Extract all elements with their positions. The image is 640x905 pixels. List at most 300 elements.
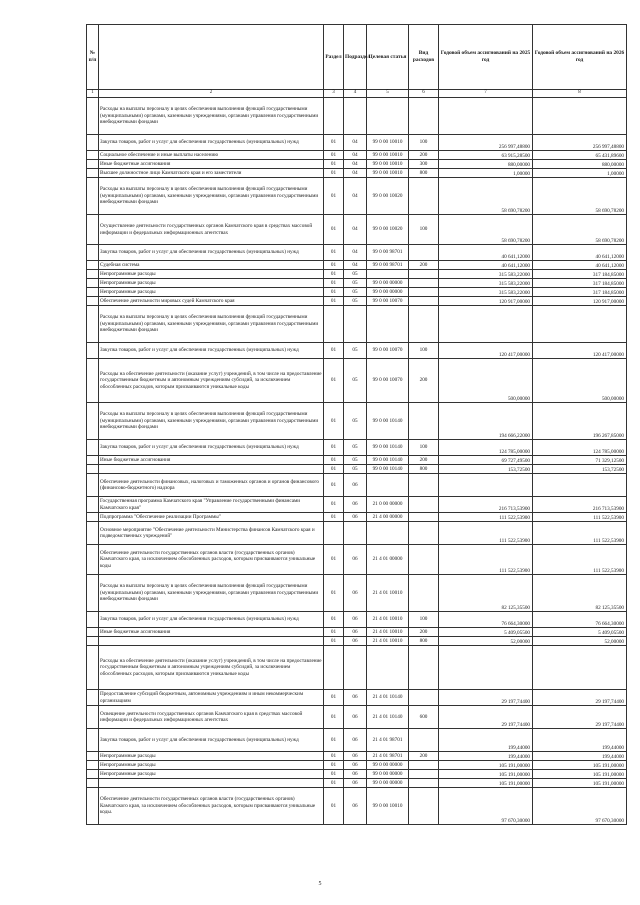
row-name: Освещение деятельности государственных органов Камчатского края в средствах массовой информации и федеральных информационных агентствах: [99, 706, 324, 729]
table-row: [87, 98, 627, 135]
row-num: [87, 215, 99, 245]
row-value-2026: 29 197,74400: [533, 690, 627, 706]
header-target: Целевая статья: [367, 25, 409, 90]
row-section: 01: [324, 513, 344, 522]
table-row: [87, 706, 627, 729]
row-exptype: 200: [409, 456, 439, 465]
row-name: Обеспечение деятельности государственных органов власти (государственных органов) Камчатского края, за исключением обособленных расходов, которым присваиваются уникальные коды: [99, 545, 324, 575]
colnum: 7: [439, 90, 533, 98]
row-value-2025: 315 583,22000: [439, 288, 533, 297]
row-num: [87, 522, 99, 545]
row-section: 01: [324, 160, 344, 169]
row-target: [367, 474, 409, 497]
row-name: [99, 637, 324, 646]
row-target: 99 0 00 10020: [367, 178, 409, 215]
table-row: [87, 522, 627, 545]
row-value-2025: 58 690,78200: [439, 178, 533, 215]
row-num: [87, 343, 99, 359]
table-row: [87, 779, 627, 788]
row-num: [87, 770, 99, 779]
row-value-2025: 69 727,49500: [439, 456, 533, 465]
row-section: 01: [324, 456, 344, 465]
table-row: [87, 306, 627, 343]
row-value-2025: 199,44000: [439, 752, 533, 761]
row-name: Государственная программа Камчатского края "Управление государственными финансами Камчатского края": [99, 497, 324, 513]
row-subsection: 06: [344, 497, 367, 513]
row-exptype: [409, 98, 439, 135]
row-num: [87, 545, 99, 575]
row-subsection: [344, 306, 367, 343]
row-value-2026: 880,00000: [533, 160, 627, 169]
row-name: Непрограммные расходы: [99, 288, 324, 297]
row-target: 21 4 01 00000: [367, 545, 409, 575]
row-name: Иные бюджетные ассигнования: [99, 456, 324, 465]
row-section: 01: [324, 178, 344, 215]
row-section: 01: [324, 403, 344, 440]
row-subsection: 05: [344, 297, 367, 306]
row-target: 21 4 01 10140: [367, 690, 409, 706]
row-value-2026: [533, 646, 627, 690]
row-value-2026: 40 641,12000: [533, 245, 627, 261]
header-exptype: Вид расходов: [409, 25, 439, 90]
row-value-2026: 5 409,05500: [533, 628, 627, 637]
row-exptype: 800: [409, 465, 439, 474]
row-value-2025: [439, 474, 533, 497]
row-target: 99 0 00 10140: [367, 465, 409, 474]
table-row: [87, 169, 627, 178]
row-name: Иные бюджетные ассигнования: [99, 160, 324, 169]
row-exptype: [409, 279, 439, 288]
row-subsection: 05: [344, 440, 367, 456]
row-target: 99 0 00 10140: [367, 403, 409, 440]
row-subsection: 06: [344, 690, 367, 706]
row-section: 01: [324, 169, 344, 178]
table-header-row: [87, 25, 627, 90]
table-row: [87, 497, 627, 513]
row-section: 01: [324, 270, 344, 279]
row-num: [87, 440, 99, 456]
row-subsection: 05: [344, 270, 367, 279]
row-section: 01: [324, 297, 344, 306]
row-section: 01: [324, 612, 344, 628]
row-target: 99 0 00 00000: [367, 761, 409, 770]
row-name: Социальное обеспечение и иные выплаты населению: [99, 151, 324, 160]
row-value-2026: [533, 98, 627, 135]
row-section: [324, 646, 344, 690]
table-row: [87, 135, 627, 151]
row-target: 21 0 00 00000: [367, 497, 409, 513]
row-value-2026: 111 522,53900: [533, 513, 627, 522]
row-num: [87, 612, 99, 628]
row-name: Основное мероприятие "Обеспечение деятельности Министерства финансов Камчатского края и подведомственных учреждений": [99, 522, 324, 545]
table-row: [87, 160, 627, 169]
row-subsection: 06: [344, 628, 367, 637]
row-num: [87, 178, 99, 215]
table-row: [87, 513, 627, 522]
row-value-2026: 317 184,85000: [533, 288, 627, 297]
row-value-2026: 105 191,00000: [533, 761, 627, 770]
row-value-2026: 58 690,78200: [533, 178, 627, 215]
row-section: 01: [324, 279, 344, 288]
row-target: 99 0 00 10070: [367, 343, 409, 359]
row-value-2026: 97 670,30000: [533, 788, 627, 825]
row-exptype: 100: [409, 343, 439, 359]
row-section: 01: [324, 245, 344, 261]
colnum: 1: [87, 90, 99, 98]
row-num: [87, 646, 99, 690]
row-value-2025: [439, 306, 533, 343]
row-exptype: [409, 646, 439, 690]
row-subsection: 04: [344, 151, 367, 160]
row-subsection: 04: [344, 245, 367, 261]
row-subsection: 05: [344, 403, 367, 440]
row-target: 21 4 01 10010: [367, 637, 409, 646]
row-num: [87, 628, 99, 637]
row-value-2025: 111 522,53900: [439, 522, 533, 545]
table-row: [87, 761, 627, 770]
row-name: Непрограммные расходы: [99, 270, 324, 279]
colnum: 3: [324, 90, 344, 98]
row-target: 21 4 01 98701: [367, 729, 409, 752]
colnum: 4: [344, 90, 367, 98]
row-value-2026: 82 125,35500: [533, 575, 627, 612]
colnum: 6: [409, 90, 439, 98]
row-subsection: 06: [344, 474, 367, 497]
row-name: [99, 779, 324, 788]
row-num: [87, 135, 99, 151]
row-num: [87, 245, 99, 261]
row-subsection: 06: [344, 779, 367, 788]
row-exptype: 200: [409, 261, 439, 270]
row-value-2025: 40 641,12000: [439, 245, 533, 261]
row-value-2026: 196 267,85000: [533, 403, 627, 440]
row-exptype: [409, 770, 439, 779]
row-value-2026: 153,72500: [533, 465, 627, 474]
row-subsection: 05: [344, 343, 367, 359]
row-value-2026: 76 664,30000: [533, 612, 627, 628]
colnum: 2: [99, 90, 324, 98]
row-target: 99 0 00 10070: [367, 297, 409, 306]
row-exptype: [409, 306, 439, 343]
row-exptype: 100: [409, 440, 439, 456]
row-target: 21 4 01 98701: [367, 752, 409, 761]
table-row: [87, 612, 627, 628]
row-value-2026: 65 431,89600: [533, 151, 627, 160]
row-value-2026: 256 997,48800: [533, 135, 627, 151]
row-target: [367, 522, 409, 545]
row-value-2026: [533, 474, 627, 497]
row-name: Обеспечение деятельности мировых судей Камчатского края: [99, 297, 324, 306]
row-section: 01: [324, 497, 344, 513]
row-section: 01: [324, 729, 344, 752]
table-row: [87, 215, 627, 245]
row-name: Предоставление субсидий бюджетным, автономным учреждениям и иным некоммерческим организациям: [99, 690, 324, 706]
row-value-2025: 120 417,00000: [439, 343, 533, 359]
row-exptype: [409, 270, 439, 279]
row-subsection: 06: [344, 752, 367, 761]
row-name: Закупка товаров, работ и услуг для обеспечения государственных (муниципальных) нужд: [99, 612, 324, 628]
row-value-2025: 40 641,12000: [439, 261, 533, 270]
row-value-2026: 317 184,85000: [533, 279, 627, 288]
table-row: [87, 474, 627, 497]
row-exptype: [409, 474, 439, 497]
table-row: [87, 343, 627, 359]
row-name: Расходы на выплаты персоналу в целях обеспечения выполнения функций государственными (муниципальными) органами, казенными учреждениями, органами управления государственными внебюджетными фондами: [99, 306, 324, 343]
row-subsection: 06: [344, 575, 367, 612]
row-exptype: [409, 575, 439, 612]
row-target: 99 0 00 10010: [367, 151, 409, 160]
row-section: 01: [324, 215, 344, 245]
row-num: [87, 637, 99, 646]
row-subsection: [344, 522, 367, 545]
row-subsection: 04: [344, 178, 367, 215]
row-subsection: 06: [344, 612, 367, 628]
row-value-2025: 82 125,35500: [439, 575, 533, 612]
row-name: Обеспечение деятельности государственных органов власти (государственных органов) Камчатского края, за исключением обособленных расходов, которым присваиваются уникальные коды.: [99, 788, 324, 825]
row-target: 21 4 01 10140: [367, 706, 409, 729]
row-name: Расходы на выплаты персоналу в целях обеспечения выполнения функций государственными (муниципальными) органами, казенными учреждениями, органами управления государственными внебюджетными фондами: [99, 178, 324, 215]
row-value-2026: 111 522,53900: [533, 545, 627, 575]
row-value-2026: 52,00000: [533, 637, 627, 646]
row-value-2025: 256 997,48800: [439, 135, 533, 151]
row-exptype: 600: [409, 706, 439, 729]
row-num: [87, 403, 99, 440]
row-value-2026: 105 191,00000: [533, 779, 627, 788]
header-subsection: Подраздел: [344, 25, 367, 90]
row-value-2025: 29 197,74400: [439, 690, 533, 706]
row-target: 99 0 00 10020: [367, 215, 409, 245]
header-num: № п/п: [87, 25, 99, 90]
row-subsection: 04: [344, 169, 367, 178]
table-row: [87, 628, 627, 637]
row-value-2026: 29 197,74400: [533, 706, 627, 729]
table-row: [87, 403, 627, 440]
table-row: [87, 729, 627, 752]
row-name: Осуществление деятельности государственных органов Камчатского края в средствах массовой информации и федеральных информационных агентствах: [99, 215, 324, 245]
row-target: 99 0 00 10140: [367, 456, 409, 465]
row-subsection: [344, 646, 367, 690]
row-name: Расходы на выплаты персоналу в целях обеспечения выполнения функций государственными (муниципальными) органами, казенными учреждениями, органами управления государственными внебюджетными фондами: [99, 403, 324, 440]
row-target: 21 4 00 00000: [367, 513, 409, 522]
budget-table: [86, 24, 627, 825]
row-subsection: 06: [344, 729, 367, 752]
row-subsection: 04: [344, 215, 367, 245]
row-name: Непрограммные расходы: [99, 279, 324, 288]
row-num: [87, 465, 99, 474]
row-name: Подпрограмма "Обеспечение реализации Программы": [99, 513, 324, 522]
page-number: 5: [318, 881, 322, 887]
row-value-2025: [439, 646, 533, 690]
row-section: 01: [324, 690, 344, 706]
column-number-row: [87, 90, 627, 98]
row-value-2025: 63 915,28500: [439, 151, 533, 160]
row-target: 99 0 00 10140: [367, 440, 409, 456]
row-value-2025: 315 583,22000: [439, 270, 533, 279]
row-value-2025: 124 785,00000: [439, 440, 533, 456]
row-target: 99 0 00 10010: [367, 788, 409, 825]
row-section: 01: [324, 628, 344, 637]
row-subsection: 06: [344, 706, 367, 729]
row-value-2025: 153,72500: [439, 465, 533, 474]
row-name: Иные бюджетные ассигнования: [99, 628, 324, 637]
row-value-2025: 5 409,05500: [439, 628, 533, 637]
row-exptype: [409, 513, 439, 522]
row-target: 99 0 00 10010: [367, 169, 409, 178]
row-num: [87, 474, 99, 497]
row-value-2025: 194 666,22000: [439, 403, 533, 440]
row-target: 99 0 00 98701: [367, 245, 409, 261]
row-num: [87, 575, 99, 612]
row-target: [367, 270, 409, 279]
row-value-2025: 52,00000: [439, 637, 533, 646]
row-section: 01: [324, 575, 344, 612]
row-section: 01: [324, 637, 344, 646]
row-value-2025: 76 664,30000: [439, 612, 533, 628]
row-value-2026: 105 191,00000: [533, 770, 627, 779]
row-subsection: 06: [344, 770, 367, 779]
row-num: [87, 456, 99, 465]
row-num: [87, 297, 99, 306]
row-value-2025: 111 522,53900: [439, 513, 533, 522]
row-target: 99 0 00 10010: [367, 160, 409, 169]
colnum: 8: [533, 90, 627, 98]
row-section: 01: [324, 770, 344, 779]
row-value-2025: 97 670,30000: [439, 788, 533, 825]
row-value-2025: 58 690,78200: [439, 215, 533, 245]
row-num: [87, 779, 99, 788]
row-exptype: [409, 297, 439, 306]
row-value-2025: 111 522,53900: [439, 545, 533, 575]
row-exptype: [409, 245, 439, 261]
row-target: [367, 646, 409, 690]
row-value-2025: 199,44000: [439, 729, 533, 752]
row-subsection: 04: [344, 135, 367, 151]
table-row: [87, 279, 627, 288]
row-section: 01: [324, 288, 344, 297]
row-target: 21 4 01 10010: [367, 628, 409, 637]
table-row: [87, 178, 627, 215]
row-value-2025: 216 713,53900: [439, 497, 533, 513]
row-subsection: 06: [344, 788, 367, 825]
row-exptype: 100: [409, 135, 439, 151]
row-value-2025: 120 917,00000: [439, 297, 533, 306]
row-name: Непрограммные расходы: [99, 770, 324, 779]
row-value-2026: 111 522,53900: [533, 522, 627, 545]
row-section: 01: [324, 261, 344, 270]
table-row: [87, 788, 627, 825]
row-value-2026: 120 917,00000: [533, 297, 627, 306]
row-num: [87, 169, 99, 178]
row-num: [87, 497, 99, 513]
row-section: 01: [324, 788, 344, 825]
row-exptype: 800: [409, 169, 439, 178]
row-target: 21 4 01 10010: [367, 575, 409, 612]
row-target: [367, 98, 409, 135]
table-row: [87, 440, 627, 456]
table-row: [87, 261, 627, 270]
row-subsection: 05: [344, 288, 367, 297]
table-row: [87, 575, 627, 612]
row-exptype: 200: [409, 151, 439, 160]
row-name: Закупка товаров, работ и услуг для обеспечения государственных (муниципальных) нужд: [99, 729, 324, 752]
row-subsection: 04: [344, 160, 367, 169]
row-value-2026: [533, 306, 627, 343]
table-row: [87, 245, 627, 261]
row-subsection: [344, 98, 367, 135]
table-row: [87, 752, 627, 761]
table-row: [87, 465, 627, 474]
row-section: 01: [324, 465, 344, 474]
row-exptype: [409, 690, 439, 706]
table-body: [87, 98, 627, 825]
row-value-2026: 40 641,12000: [533, 261, 627, 270]
row-subsection: 06: [344, 761, 367, 770]
row-value-2025: [439, 98, 533, 135]
row-target: [367, 306, 409, 343]
row-name: Непрограммные расходы: [99, 752, 324, 761]
row-section: 01: [324, 761, 344, 770]
header-2025: Годовой объем ассигнований на 2025 год: [439, 25, 533, 90]
row-num: [87, 98, 99, 135]
row-num: [87, 788, 99, 825]
row-value-2025: 105 191,00000: [439, 761, 533, 770]
row-exptype: [409, 779, 439, 788]
row-section: [324, 522, 344, 545]
colnum: 5: [367, 90, 409, 98]
row-name: Высшее должностное лицо Камчатского края и его заместители: [99, 169, 324, 178]
row-value-2026: 199,44000: [533, 752, 627, 761]
row-value-2026: 58 690,78200: [533, 215, 627, 245]
row-target: 99 0 00 00000: [367, 779, 409, 788]
row-name: Расходы на выплаты персоналу в целях обеспечения выполнения функций государственными (муниципальными) органами, казенными учреждениями, органами управления государственными внебюджетными фондами: [99, 98, 324, 135]
row-value-2025: 105 191,00000: [439, 779, 533, 788]
row-exptype: 100: [409, 612, 439, 628]
row-value-2026: 124 785,00000: [533, 440, 627, 456]
row-subsection: 05: [344, 465, 367, 474]
row-exptype: [409, 403, 439, 440]
header-section: Раздел: [324, 25, 344, 90]
row-name: Закупка товаров, работ и услуг для обеспечения государственных (муниципальных) нужд: [99, 135, 324, 151]
row-subsection: 05: [344, 359, 367, 403]
row-num: [87, 279, 99, 288]
row-section: 01: [324, 151, 344, 160]
row-name: Расходы на выплаты персоналу в целях обеспечения выполнения функций государственными (муниципальными) органами, казенными учреждениями, органами управления государственными внебюджетными фондами: [99, 575, 324, 612]
table-row: [87, 359, 627, 403]
table-row: [87, 545, 627, 575]
row-target: 21 4 01 10010: [367, 612, 409, 628]
row-target: 99 0 00 00000: [367, 770, 409, 779]
header-name: [99, 25, 324, 90]
table-row: [87, 690, 627, 706]
header-2026: Годовой объем ассигнований на 2026 год: [533, 25, 627, 90]
table-row: [87, 270, 627, 279]
row-exptype: [409, 522, 439, 545]
row-value-2025: 500,00000: [439, 359, 533, 403]
row-section: 01: [324, 752, 344, 761]
row-target: 99 0 00 10010: [367, 135, 409, 151]
row-section: 01: [324, 779, 344, 788]
row-exptype: [409, 761, 439, 770]
row-target: 99 0 00 00000: [367, 288, 409, 297]
row-exptype: 200: [409, 359, 439, 403]
row-subsection: 06: [344, 637, 367, 646]
row-exptype: [409, 497, 439, 513]
row-num: [87, 513, 99, 522]
row-value-2026: 120 417,00000: [533, 343, 627, 359]
row-num: [87, 288, 99, 297]
row-section: 01: [324, 440, 344, 456]
row-value-2025: 29 197,74400: [439, 706, 533, 729]
